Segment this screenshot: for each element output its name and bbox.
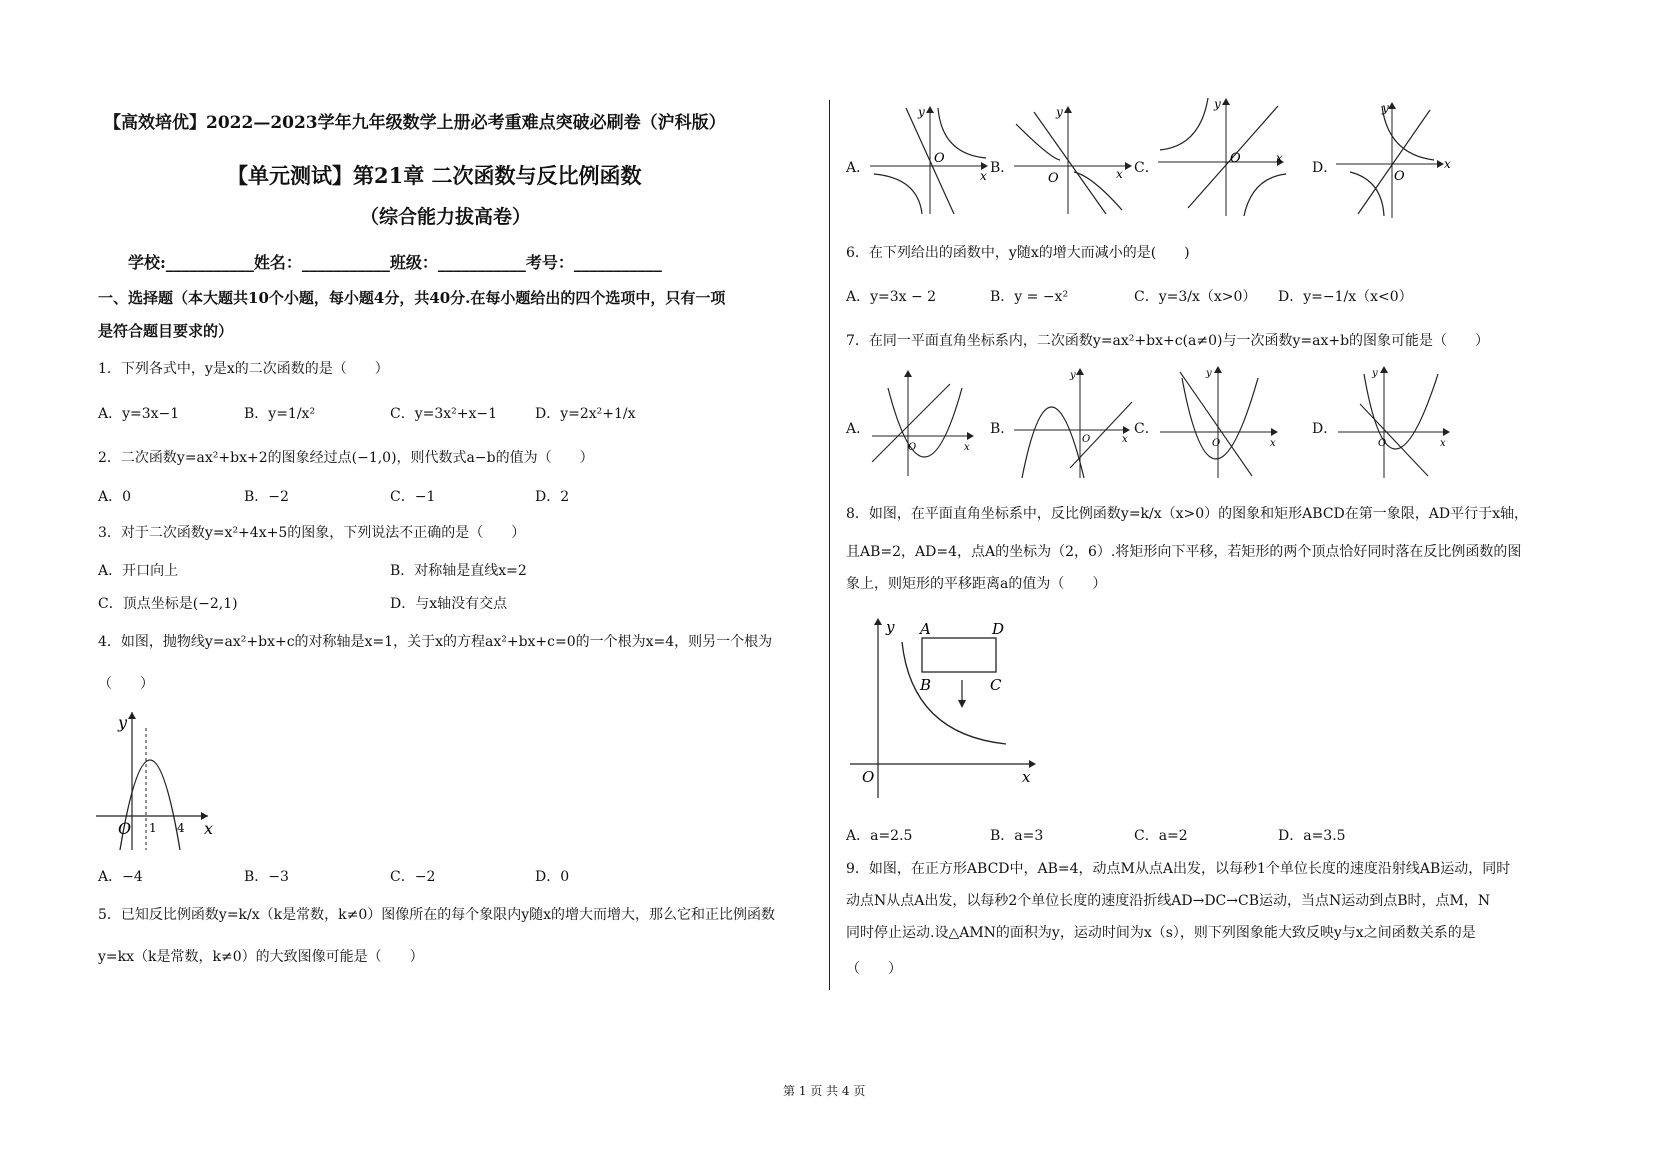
- q6-stem: 6．在下列给出的函数中，y随x的增大而减小的是( ): [846, 245, 1190, 261]
- q5-graph-b: [1012, 102, 1137, 217]
- q5-stem-line2: y=kx（k是常数，k≠0）的大致图像可能是（ ）: [98, 949, 424, 965]
- q8-label-b: B: [920, 676, 932, 694]
- q5-option-d-label: D．: [1312, 160, 1338, 176]
- q3-option-d: D．与x轴没有交点: [390, 596, 508, 612]
- q6-option-b: B．y = −x²: [990, 289, 1069, 305]
- q7-stem: 7．在同一平面直角坐标系内，二次函数y=ax²+bx+c(a≠0)与一次函数y=ax+b的图象可能是（ ）: [846, 333, 1490, 349]
- q7a-x-label: x: [964, 442, 970, 453]
- q7c-x-label: x: [1270, 438, 1276, 449]
- q6-option-a: A．y=3x − 2: [846, 289, 937, 305]
- q5c-x-label: x: [1276, 151, 1283, 165]
- section-heading-line1: 一、选择题（本大题共10个小题，每小题4分，共40分.在每小题给出的四个选项中，只有一项: [98, 289, 726, 307]
- q4-tick-1: 1: [149, 821, 157, 835]
- q5b-x-label: x: [1116, 167, 1123, 181]
- q4-option-a: A．−4: [98, 869, 143, 885]
- q8-option-a: A．a=2.5: [846, 828, 913, 844]
- q2-stem: 2．二次函数y=ax²+bx+2的图象经过点(−1,0)，则代数式a−b的值为（ ）: [98, 450, 594, 466]
- q7b-origin-label: O: [1082, 434, 1091, 445]
- q9-paren: （ ）: [846, 961, 902, 977]
- q8-stem-line2: 且AB=2，AD=4，点A的坐标为（2，6）.将矩形向下平移，若矩形的两个顶点恰好同时落在反比例函数的图: [846, 544, 1522, 560]
- q5c-origin-label: O: [1230, 151, 1241, 166]
- q4-y-label: y: [118, 713, 128, 732]
- q5a-y-label: y: [918, 105, 925, 119]
- q5d-origin-label: O: [1394, 169, 1405, 184]
- q7b-y-label: y: [1070, 370, 1076, 381]
- q6-option-c: C．y=3/x（x>0）: [1134, 289, 1257, 305]
- q4-origin-label: O: [118, 819, 132, 838]
- q4-option-c: C．−2: [390, 869, 436, 885]
- q7d-origin-label: O: [1378, 438, 1387, 449]
- q7-option-d-label: D．: [1312, 421, 1338, 437]
- q1-option-d: D．y=2x²+1/x: [535, 406, 636, 422]
- q6-option-d: D．y=−1/x（x<0）: [1278, 289, 1413, 305]
- q7d-x-label: x: [1440, 438, 1446, 449]
- q7-option-a-label: A．: [846, 421, 871, 437]
- q7-graph-d: [1334, 364, 1456, 480]
- q3-stem: 3．对于二次函数y=x²+4x+5的图象，下列说法不正确的是（ ）: [98, 525, 526, 541]
- column-divider: [829, 100, 830, 990]
- q7d-y-label: y: [1372, 368, 1378, 379]
- q8-stem-line3: 象上，则矩形的平移距离a的值为（ ）: [846, 576, 1107, 592]
- q5-graph-d: [1334, 100, 1456, 220]
- q5-graph-a: [868, 102, 993, 217]
- q7-option-c-label: C．: [1134, 421, 1159, 437]
- q4-parabola-figure: [96, 710, 221, 850]
- q4-stem: 4．如图，抛物线y=ax²+bx+c的对称轴是x=1，关于x的方程ax²+bx+c=0的一个根为x=4，则另一个根为: [98, 634, 773, 650]
- q3-option-b: B．对称轴是直线x=2: [390, 563, 527, 579]
- q8-option-b: B．a=3: [990, 828, 1044, 844]
- q4-option-d: D．0: [535, 869, 570, 885]
- q7-graph-b: [1010, 366, 1136, 480]
- q1-option-b: B．y=1/x²: [244, 406, 316, 422]
- q8-label-c: C: [990, 676, 1002, 694]
- q5a-origin-label: O: [934, 151, 945, 166]
- q2-option-b: B．−2: [244, 489, 289, 505]
- subtitle: （综合能力拔高卷）: [360, 206, 532, 228]
- student-info-line: 学校:___________姓名：___________班级：___________考号：___________: [128, 253, 662, 272]
- q4-paren: （ ）: [98, 676, 154, 692]
- q7c-y-label: y: [1206, 368, 1212, 379]
- q5d-y-label: y: [1382, 101, 1389, 115]
- q5b-y-label: y: [1056, 105, 1063, 119]
- q5d-x-label: x: [1444, 157, 1451, 171]
- q7b-x-label: x: [1122, 434, 1128, 445]
- unit-title: 【单元测试】第21章 二次函数与反比例函数: [227, 163, 642, 188]
- q8-origin-label: O: [862, 768, 875, 786]
- q8-option-c: C．a=2: [1134, 828, 1188, 844]
- q7-graph-c: [1156, 364, 1284, 480]
- q8-label-a: A: [920, 620, 931, 638]
- q1-stem: 1．下列各式中，y是x的二次函数的是（ ）: [98, 361, 389, 377]
- q8-x-label: x: [1022, 768, 1031, 786]
- page-number: 第 1 页 共 4 页: [783, 1084, 866, 1098]
- q2-option-d: D．2: [535, 489, 570, 505]
- q8-y-label: y: [886, 618, 895, 636]
- q5-option-a-label: A．: [846, 160, 871, 176]
- q8-option-d: D．a=3.5: [1278, 828, 1346, 844]
- q5-graph-c: [1156, 96, 1288, 218]
- q3-option-c: C．顶点坐标是(−2,1): [98, 596, 238, 612]
- q9-stem-line1: 9．如图，在正方形ABCD中，AB=4，动点M从点A出发，以每秒1个单位长度的速度沿射线AB运动，同时: [846, 861, 1511, 877]
- q4-tick-4: 4: [177, 821, 185, 835]
- q8-stem-line1: 8．如图，在平面直角坐标系中，反比例函数y=k/x（x>0）的图象和矩形ABCD在第一象限，AD平行于x轴，: [846, 506, 1528, 522]
- q5a-x-label: x: [980, 169, 987, 183]
- q9-stem-line2: 动点N从点A出发，以每秒2个单位长度的速度沿折线AD→DC→CB运动，当点N运动到点B时，点M，N: [846, 893, 1491, 909]
- q1-option-a: A．y=3x−1: [98, 406, 180, 422]
- q5-stem-line1: 5．已知反比例函数y=k/x（k是常数，k≠0）图像所在的每个象限内y随x的增大而增大，那么它和正比例函数: [98, 907, 776, 923]
- q5c-y-label: y: [1214, 97, 1221, 111]
- q2-option-c: C．−1: [390, 489, 436, 505]
- q7-option-b-label: B．: [990, 421, 1015, 437]
- q5b-origin-label: O: [1048, 171, 1059, 186]
- section-heading-line2: 是符合题目要求的）: [98, 322, 234, 340]
- q7c-origin-label: O: [1212, 438, 1221, 449]
- q3-option-a: A．开口向上: [98, 563, 179, 579]
- q4-x-label: x: [204, 819, 214, 838]
- q2-option-a: A．0: [98, 489, 132, 505]
- q1-option-c: C．y=3x²+x−1: [390, 406, 498, 422]
- q9-stem-line3: 同时停止运动.设△AMN的面积为y，运动时间为x（s），则下列图象能大致反映y与x之间函数关系的是: [846, 925, 1476, 941]
- q7a-origin-label: O: [908, 442, 917, 453]
- q5-option-c-label: C．: [1134, 160, 1159, 176]
- q5-option-b-label: B．: [990, 160, 1015, 176]
- exam-title: 【高效培优】2022—2023学年九年级数学上册必考重难点突破必刷卷（沪科版）: [104, 113, 726, 133]
- q7-graph-a: [868, 368, 978, 478]
- q4-option-b: B．−3: [244, 869, 289, 885]
- q8-label-d: D: [992, 620, 1005, 638]
- q8-rectangle-figure: [850, 612, 1040, 802]
